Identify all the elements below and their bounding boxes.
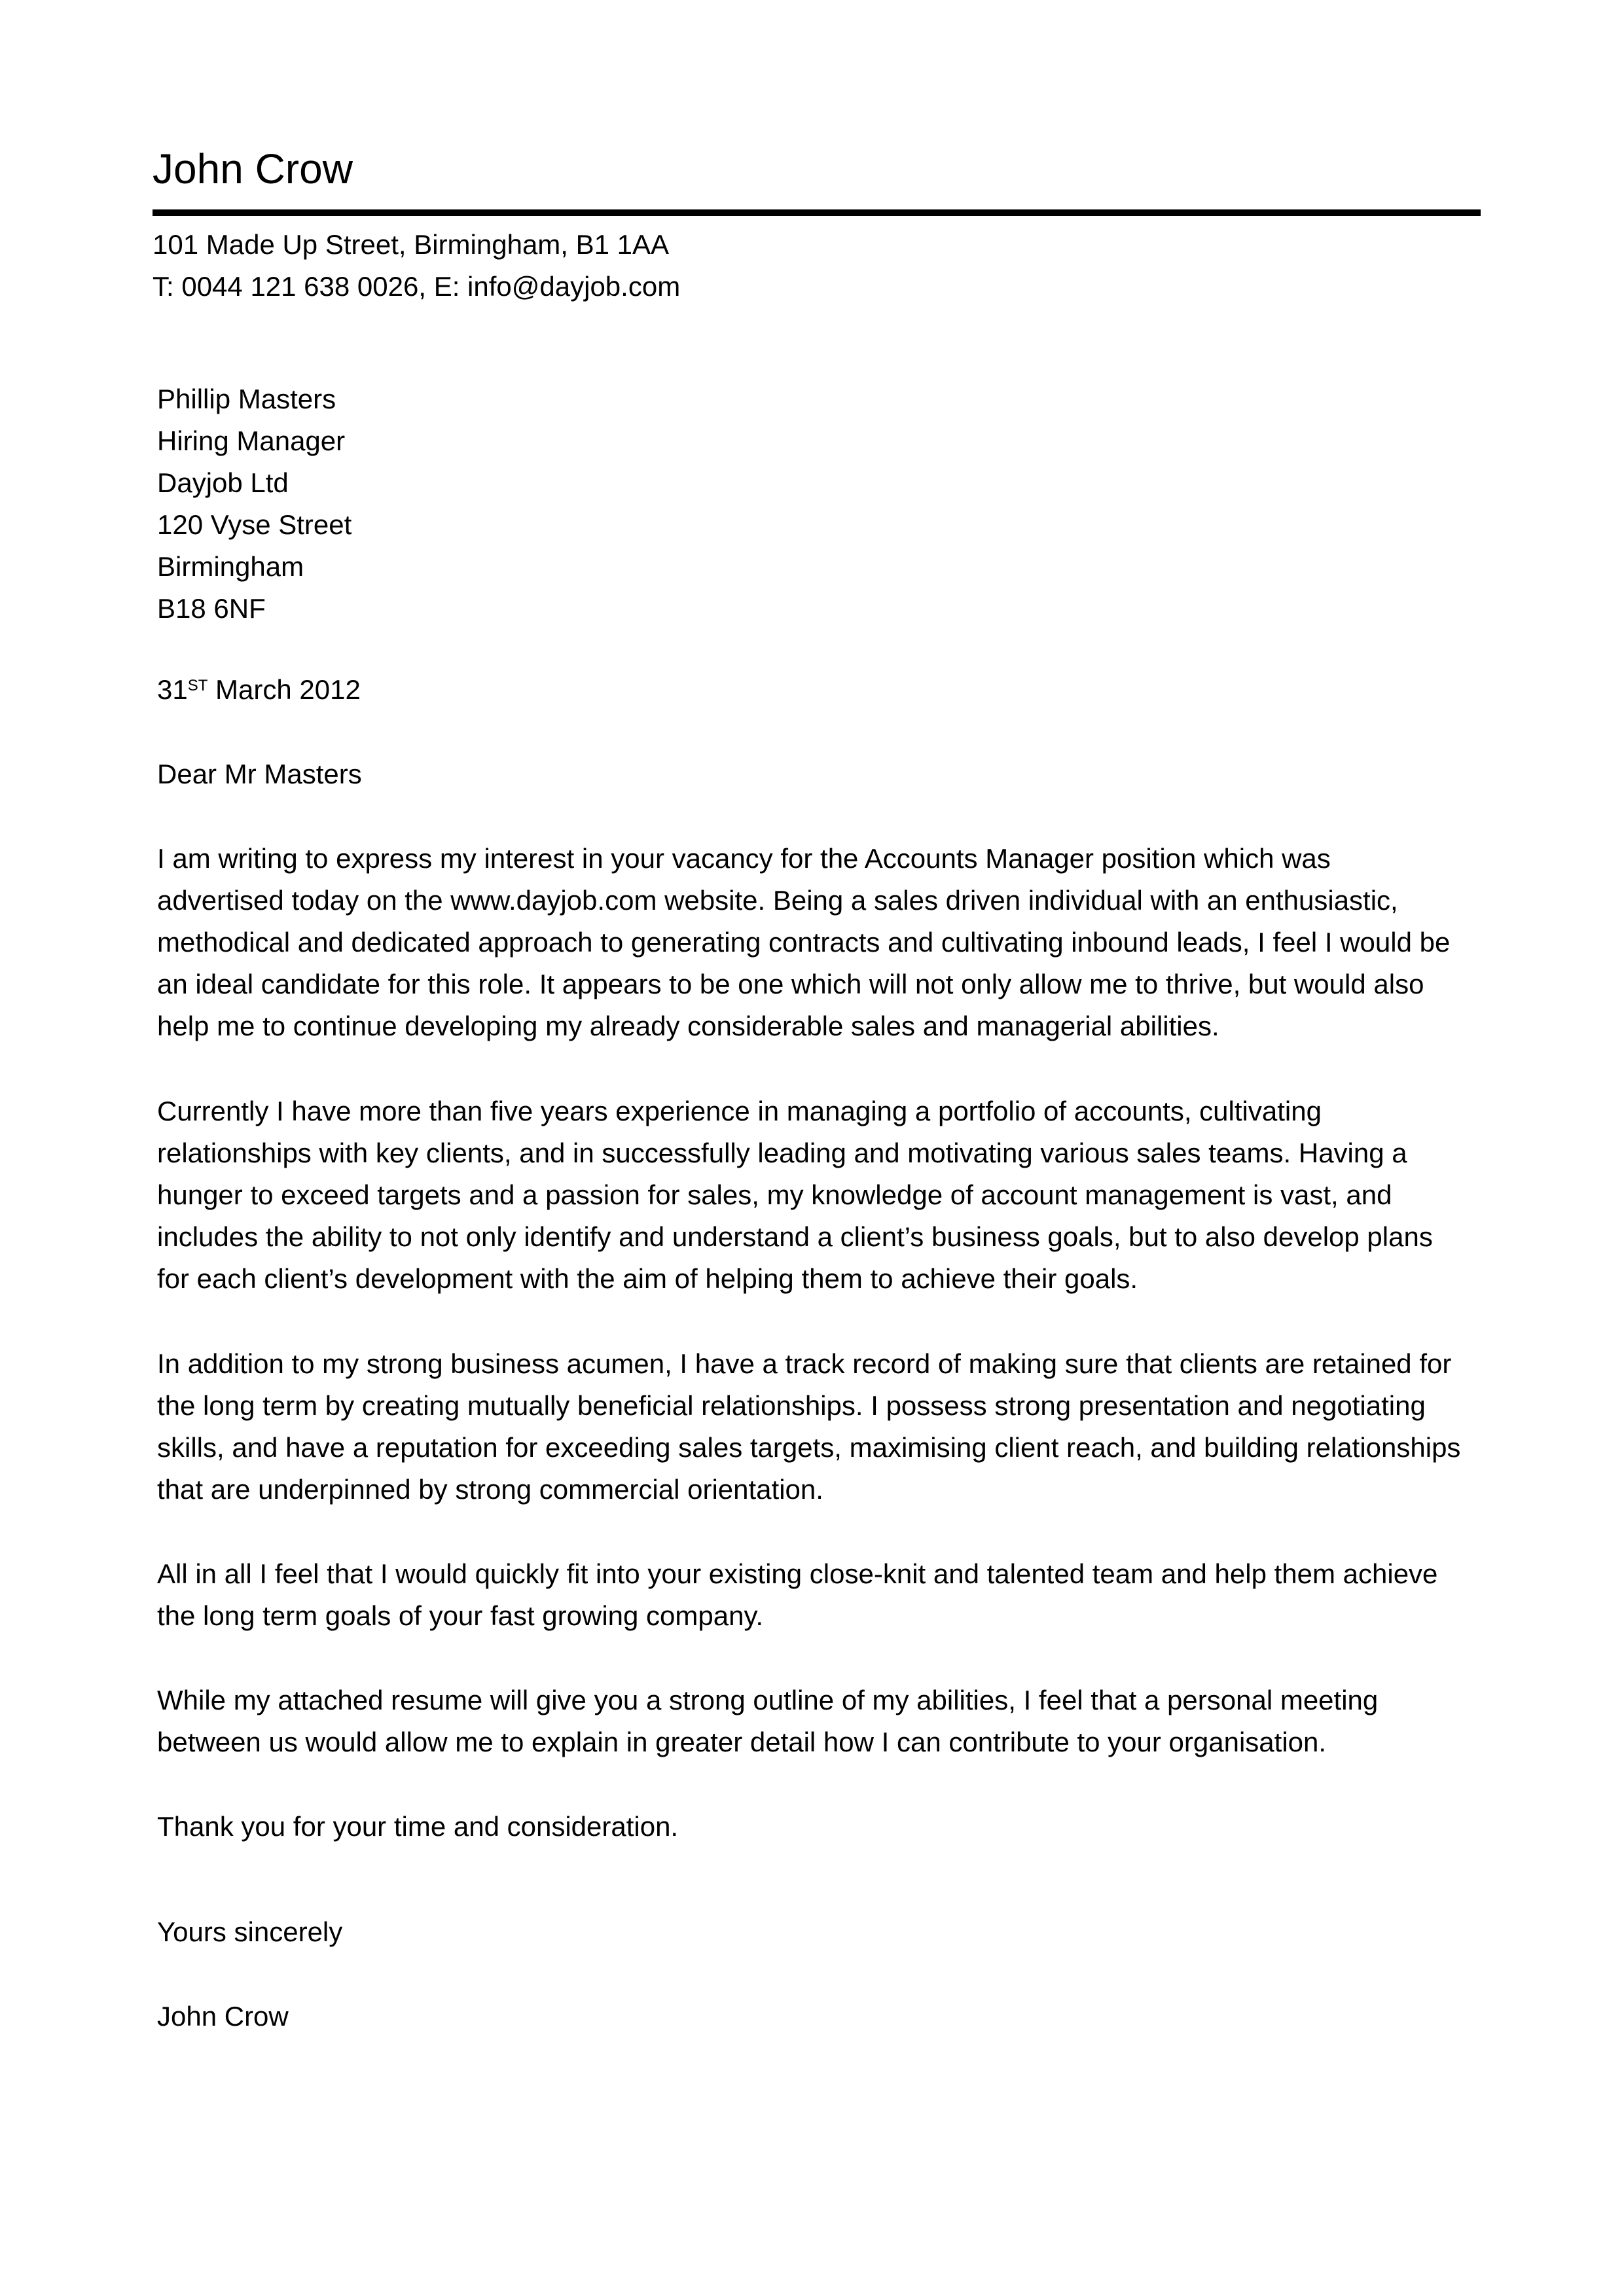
paragraph-line: an ideal candidate for this role. It appears to be one which will not only allow me to thrive, but would also [157, 969, 1424, 999]
paragraph-line: I am writing to express my interest in your vacancy for the Accounts Manager position which was [157, 843, 1331, 874]
body-paragraph-6 [157, 1806, 678, 1848]
paragraph-line: All in all I feel that I would quickly fit into your existing close-knit and talented team and help them achieve [157, 1558, 1438, 1589]
closing: Yours sincerely [157, 1916, 343, 1947]
date-suffix: ST [187, 677, 208, 694]
body-paragraph-5 [157, 1679, 1378, 1763]
paragraph-line: Thank you for your time and consideration. [157, 1811, 679, 1842]
sender-phone-email: T: 0044 121 638 0026, E: info@dayjob.com [153, 271, 681, 302]
paragraph-line: hunger to exceed targets and a passion for sales, my knowledge of account management is vast, and [157, 1179, 1392, 1210]
paragraph-line: between us would allow me to explain in greater detail how I can contribute to your organisation. [157, 1727, 1327, 1757]
sender-contact-block [153, 224, 680, 308]
paragraph-line: In addition to my strong business acumen, I have a track record of making sure that clients are retained for [157, 1348, 1452, 1379]
recipient-company: Dayjob Ltd [157, 467, 289, 498]
paragraph-line: skills, and have a reputation for exceeding sales targets, maximising client reach, and building relationships [157, 1432, 1461, 1463]
paragraph-line: relationships with key clients, and in successfully leading and motivating various sales teams. Having a [157, 1138, 1407, 1168]
sender-name: John Crow [153, 145, 353, 192]
body-paragraph-1 [157, 838, 1450, 1047]
paragraph-line: the long term by creating mutually beneficial relationships. I possess strong presentation and negotiating [157, 1390, 1426, 1421]
paragraph-line: help me to continue developing my already considerable sales and managerial abilities. [157, 1011, 1219, 1041]
paragraph-line: methodical and dedicated approach to generating contracts and cultivating inbound leads, I feel I would be [157, 927, 1451, 958]
recipient-postcode: B18 6NF [157, 593, 266, 624]
paragraph-line: While my attached resume will give you a strong outline of my abilities, I feel that a personal meeting [157, 1685, 1379, 1715]
sender-address: 101 Made Up Street, Birmingham, B1 1AA [153, 229, 670, 260]
paragraph-line: advertised today on the www.dayjob.com website. Being a sales driven individual with an enthusiastic, [157, 885, 1398, 916]
signature-name: John Crow [157, 2001, 289, 2032]
recipient-street: 120 Vyse Street [157, 509, 352, 540]
paragraph-line: Currently I have more than five years experience in managing a portfolio of accounts, cultivating [157, 1096, 1322, 1126]
date-day: 31 [157, 674, 188, 705]
recipient-address-block [157, 378, 352, 630]
header-divider [153, 209, 1481, 216]
recipient-city: Birmingham [157, 551, 304, 582]
paragraph-line: includes the ability to not only identify and understand a client’s business goals, but to also develop plans [157, 1221, 1433, 1252]
letter-date [157, 669, 361, 711]
body-paragraph-2 [157, 1090, 1433, 1300]
paragraph-line: the long term goals of your fast growing company. [157, 1600, 764, 1631]
paragraph-line: that are underpinned by strong commercial orientation. [157, 1474, 823, 1505]
date-month-year: March 2012 [208, 674, 361, 705]
paragraph-line: for each client’s development with the aim of helping them to achieve their goals. [157, 1263, 1138, 1294]
recipient-title: Hiring Manager [157, 425, 346, 456]
body-paragraph-3 [157, 1343, 1460, 1511]
salutation: Dear Mr Masters [157, 759, 362, 789]
recipient-name: Phillip Masters [157, 384, 336, 414]
body-paragraph-4 [157, 1553, 1437, 1637]
